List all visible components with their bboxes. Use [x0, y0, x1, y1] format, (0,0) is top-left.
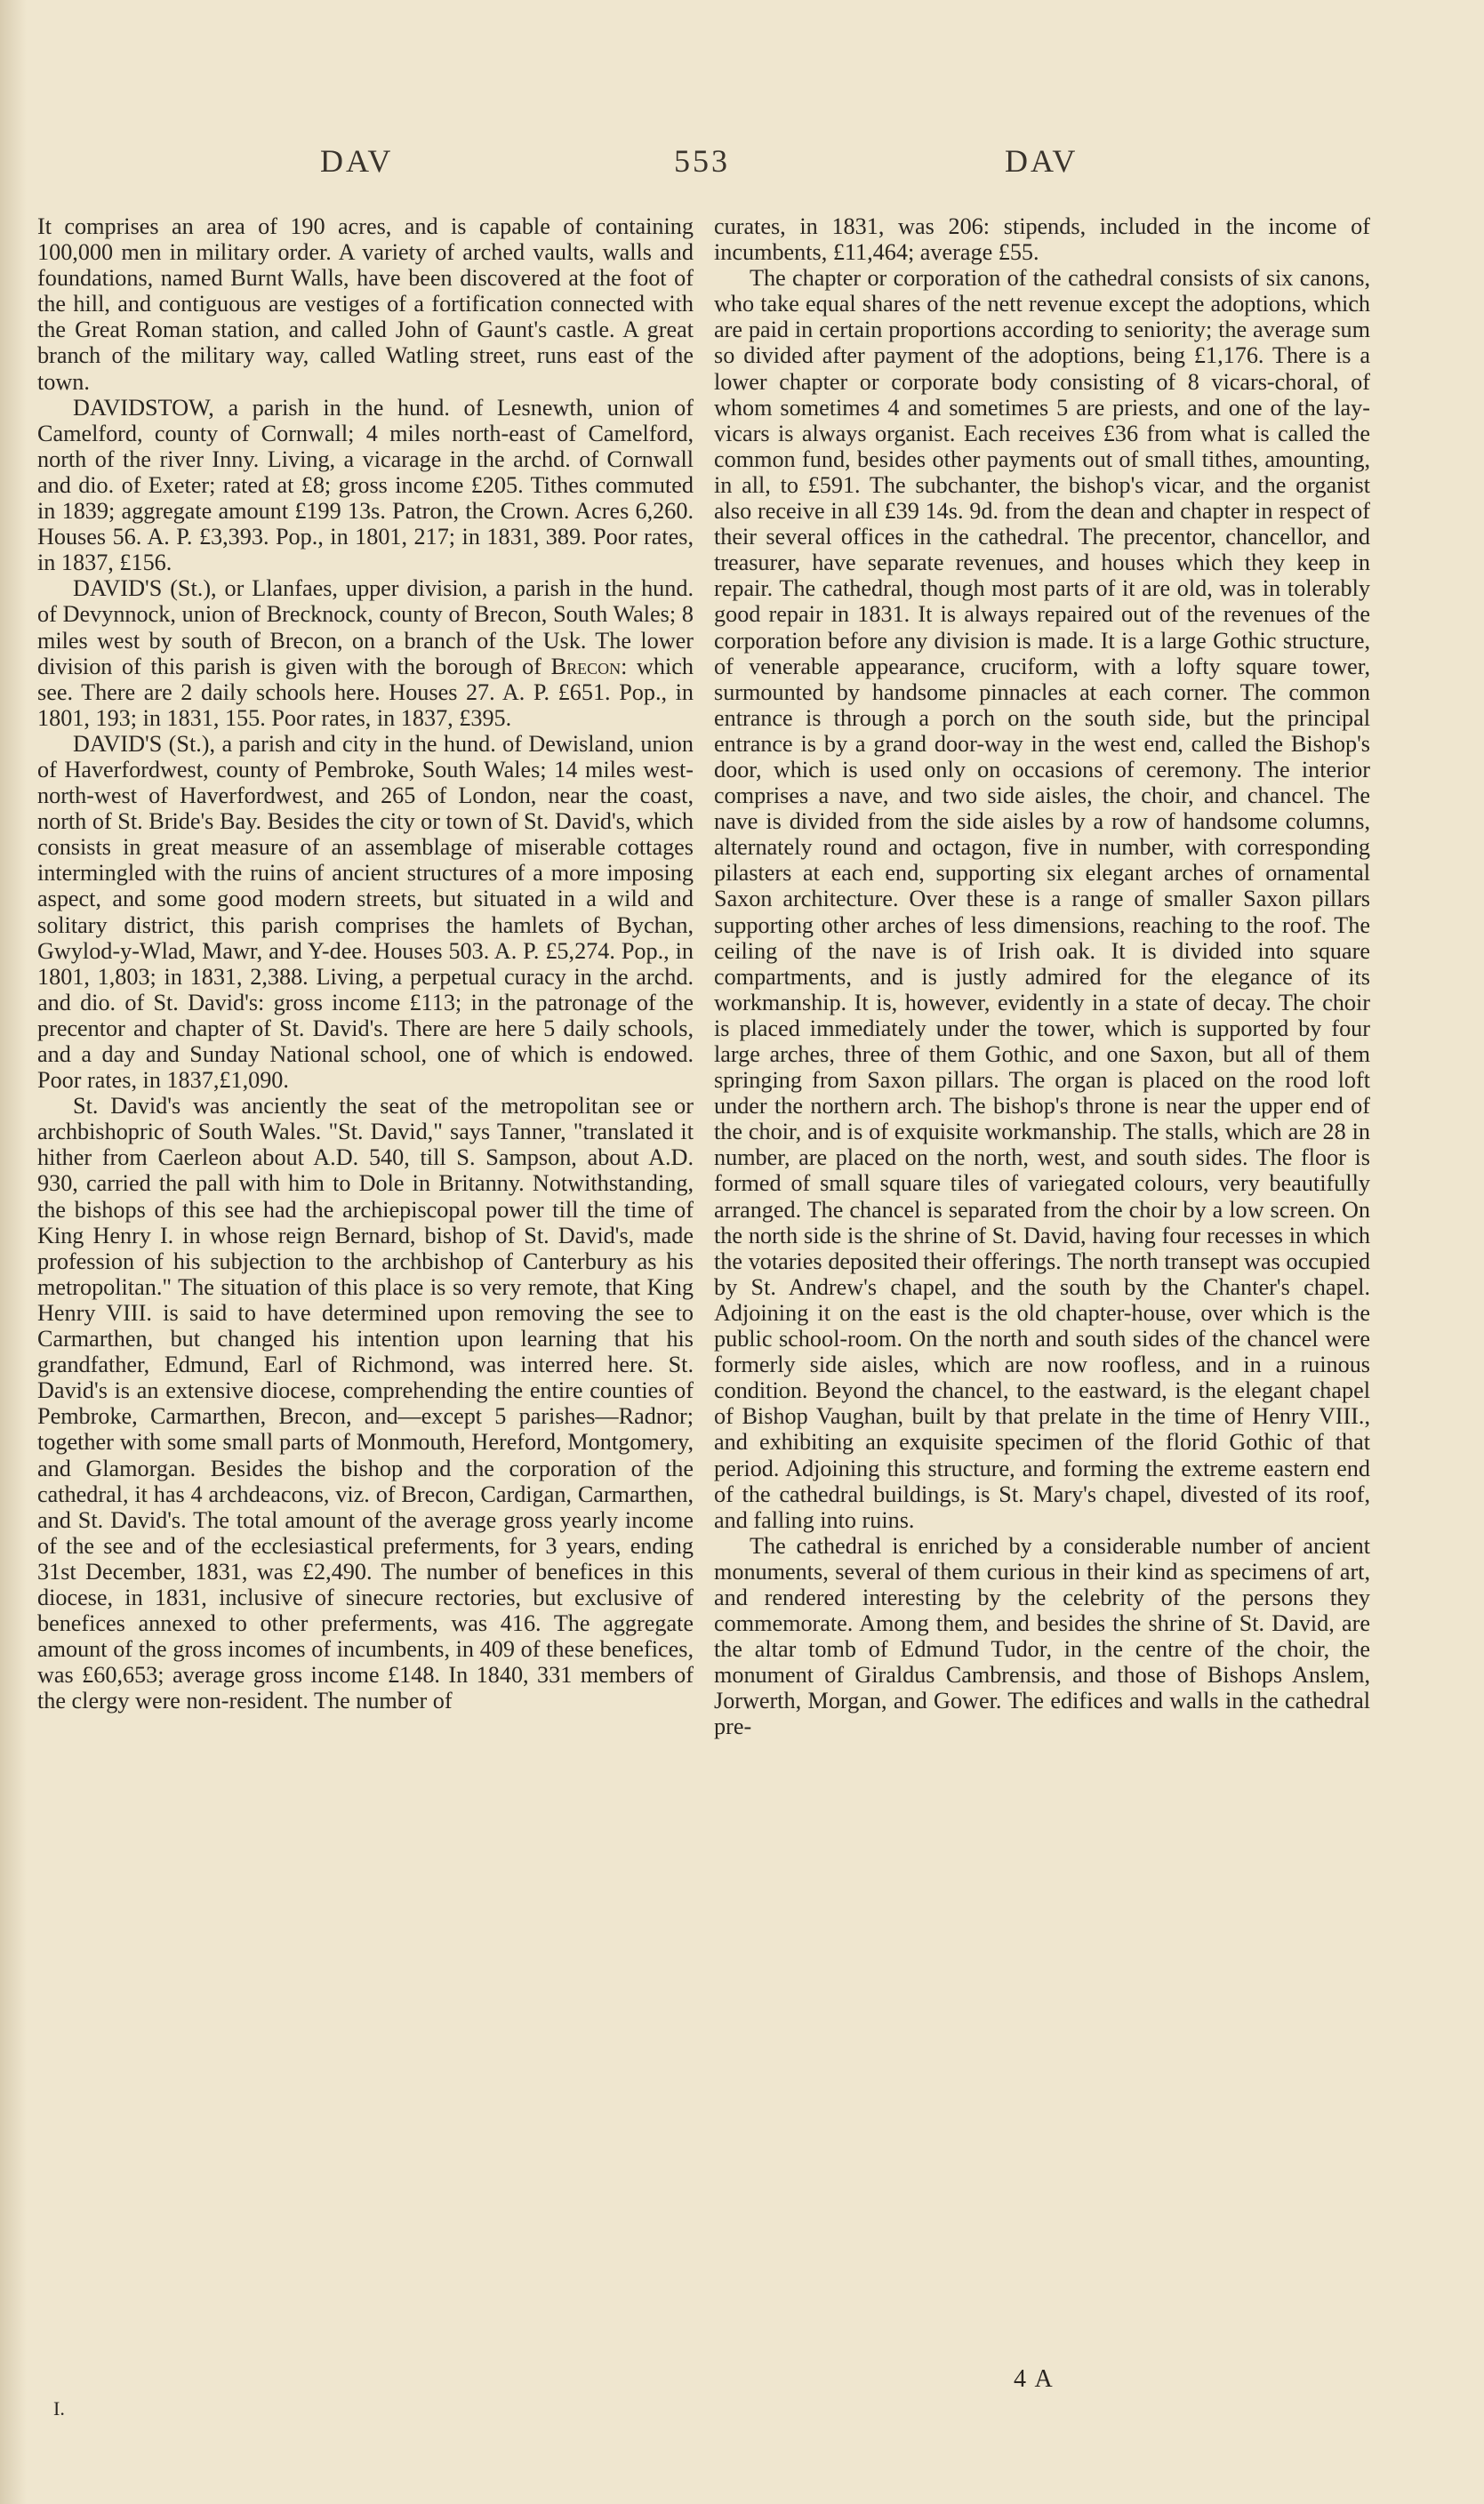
paragraph: It comprises an area of 190 acres, and is capable of containing 100,000 men in military order. A variety of arched vaults, walls and foundations, named Burnt Walls, have been discovered at the foot of the hill, and contiguous are vestiges of a fortification connected with the Great Roman station, and called John of Gaunt's castle. A great branch of the military way, called Watling street, runs east of the town. [37, 213, 694, 395]
gutter-shadow [0, 0, 27, 2504]
signature-mark-left: I. [53, 2397, 65, 2420]
paragraph: St. David's was anciently the seat of the metropolitan see or archbishopric of South Wales. "St. David," says Tanner, "translated it hither from Caerleon about A.D. 540, till S. Sampson, about A.D. 930, carried the pall with him to Dole in Britanny. Notwithstanding, the bishops of this see had the archiepiscopal power till the time of King Henry I. in whose reign Bernard, bishop of St. David's, made profession of his subjection to the archbishop of Canterbury as his metropolitan." The situation of this place is so very remote, that King Henry VIII. is said to have determined upon removing the see to Carmarthen, but changed his intention upon learning that his grandfather, Edmund, Earl of Richmond, was interred here. St. David's is an extensive diocese, comprehending the entire counties of Pembroke, Carmarthen, Brecon, and—except 5 parishes—Radnor; together with some small parts of Monmouth, Hereford, Montgomery, and Glamorgan. Besides the bishop and the corporation of the cathedral, it has 4 archdeacons, viz. of Brecon, Cardigan, Carmarthen, and St. David's. The total amount of the average gross yearly income of the see and of the ecclesiastical preferments, for 3 years, ending 31st December, 1831, was £2,490. The number of benefices in this diocese, in 1831, inclusive of sinecure rectories, but exclusive of benefices annexed to other preferments, was 416. The aggregate amount of the gross incomes of incumbents, in 409 of these benefices, was £60,653; average gross income £148. In 1840, 331 members of the clergy were non-resident. The number of [37, 1093, 694, 1714]
cross-reference: Brecon [550, 653, 622, 679]
right-column [714, 213, 1370, 1740]
entry-text: : which see. There are 2 daily schools here. Houses 27. A. P. £651. Pop., in 1801, 193; in 1831, 155. Poor rates, in 1837, £395. [37, 653, 694, 731]
header-right-word: DAV [1005, 143, 1079, 179]
running-header [0, 142, 1484, 187]
paragraph: The chapter or corporation of the cathedral consists of six canons, who take equal shares of the nett revenue except the adoptions, which are paid in certain proportions according to seniority; the average sum so divided after payment of the adoptions, being £1,176. There is a lower chapter or corporate body consisting of 8 vicars-choral, of whom sometimes 4 and sometimes 5 are priests, and one of the lay-vicars is always organist. Each receives £36 from what is called the common fund, besides other payments out of small tithes, amounting, in all, to £591. The subchanter, the bishop's vicar, and the organist also receive in all £39 14s. 9d. from the dean and chapter in respect of their several offices in the cathedral. The precentor, chancellor, and treasurer, have separate revenues, and houses which they keep in repair. The cathedral, though most parts of it are old, was in tolerably good repair in 1831. It is always repaired out of the revenues of the corporation before any division is made. It is a large Gothic structure, of venerable appearance, cruciform, with a lofty square tower, surmounted by handsome pinnacles at each corner. The common entrance is through a porch on the south side, but the principal entrance is by a grand door-way in the west end, called the Bishop's door, which is used only on occasions of ceremony. The interior comprises a nave, and two side aisles, the choir, and chancel. The nave is divided from the side aisles by a row of handsome columns, alternately round and octagon, five in number, with corresponding pilasters at each end, supporting six elegant arches of ornamental Saxon architecture. Over these is a range of smaller Saxon pillars supporting other arches of less dimensions, reaching to the roof. The ceiling of the nave is of Irish oak. It is divided into square compartments, and is justly admired for the elegance of its workmanship. It is, however, evidently in a state of decay. The choir is placed immediately under the tower, which is supported by four large arches, three of them Gothic, and one Saxon, but all of them springing from Saxon pillars. The organ is placed on the rood loft under the northern arch. The bishop's throne is near the upper end of the choir, and is of exquisite workmanship. The stalls, which are 28 in number, are placed on the north, west, and south sides. The floor is formed of small square tiles of variegated colours, very beautifully arranged. The chancel is separated from the choir by a low screen. On the north side is the shrine of St. David, having four recesses in which the votaries deposited their offerings. The north transept was occupied by St. Andrew's chapel, and the south by the Chanter's chapel. Adjoining it on the east is the old chapter-house, over which is the public school-room. On the north and south sides of the chancel were formerly side aisles, which are now roofless, and in a ruinous condition. Beyond the chancel, to the eastward, is the elegant chapel of Bishop Vaughan, built by that prelate in the time of Henry VIII., and exhibiting an exquisite specimen of the florid Gothic of that period. Adjoining this structure, and forming the extreme eastern end of the cathedral buildings, is St. Mary's chapel, divested of its roof, and falling into ruins. [714, 265, 1370, 1533]
header-left-word: DAV [320, 143, 394, 179]
page-number: 553 [674, 143, 730, 179]
entry-davidstow: DAVIDSTOW, a parish in the hund. of Lesnewth, union of Camelford, county of Cornwall; 4 miles north-east of Camelford, north of the river Inny. Living, a vicarage in the archd. of Cornwall and dio. of Exeter; rated at £8; gross income £205. Tithes commuted in 1839; aggregate amount £199 13s. Patron, the Crown. Acres 6,260. Houses 56. A. P. £3,393. Pop., in 1801, 217; in 1831, 389. Poor rates, in 1837, £156. [37, 394, 694, 576]
paragraph: The cathedral is enriched by a considerable number of ancient monuments, several of them curious in their kind as specimens of art, and rendered interesting by the celebrity of the persons they commemorate. Among them, and besides the shrine of St. David, are the altar tomb of Edmund Tudor, in the centre of the choir, the monument of Giraldus Cambrensis, and those of Bishops Anslem, Jorwerth, Morgan, and Gower. The edifices and walls in the cathedral pre- [714, 1532, 1370, 1740]
entry-davids-upper-division [37, 575, 694, 731]
entry-text: DAVID'S (St.), or Llanfaes, upper division, a parish in the hund. of Devynnock, union of Brecknock, county of Brecon, South Wales; 8 miles west by south of Brecon, on a branch of the Usk. The lower division of this parish is given with the borough of [37, 575, 694, 679]
signature-mark-right: 4 A [1014, 2365, 1055, 2393]
left-column [37, 213, 694, 1713]
paragraph: curates, in 1831, was 206: stipends, included in the income of incumbents, £11,464; average £55. [714, 213, 1370, 266]
entry-davids-city: DAVID'S (St.), a parish and city in the hund. of Dewisland, union of Haverfordwest, county of Pembroke, South Wales; 14 miles west-north-west of Haverfordwest, and 265 of London, near the coast, north of St. Bride's Bay. Besides the city or town of St. David's, which consists in great measure of an assemblage of miserable cottages intermingled with the ruins of ancient structures of a more imposing aspect, and some good modern streets, but situated in a wild and solitary district, this parish comprises the hamlets of Bychan, Gwylod-y-Wlad, Mawr, and Y-dee. Houses 503. A. P. £5,274. Pop., in 1801, 1,803; in 1831, 2,388. Living, a perpetual curacy in the archd. and dio. of St. David's: gross income £113; in the patronage of the precentor and chapter of St. David's. There are here 5 daily schools, and a day and Sunday National school, one of which is endowed. Poor rates, in 1837,£1,090. [37, 730, 694, 1094]
